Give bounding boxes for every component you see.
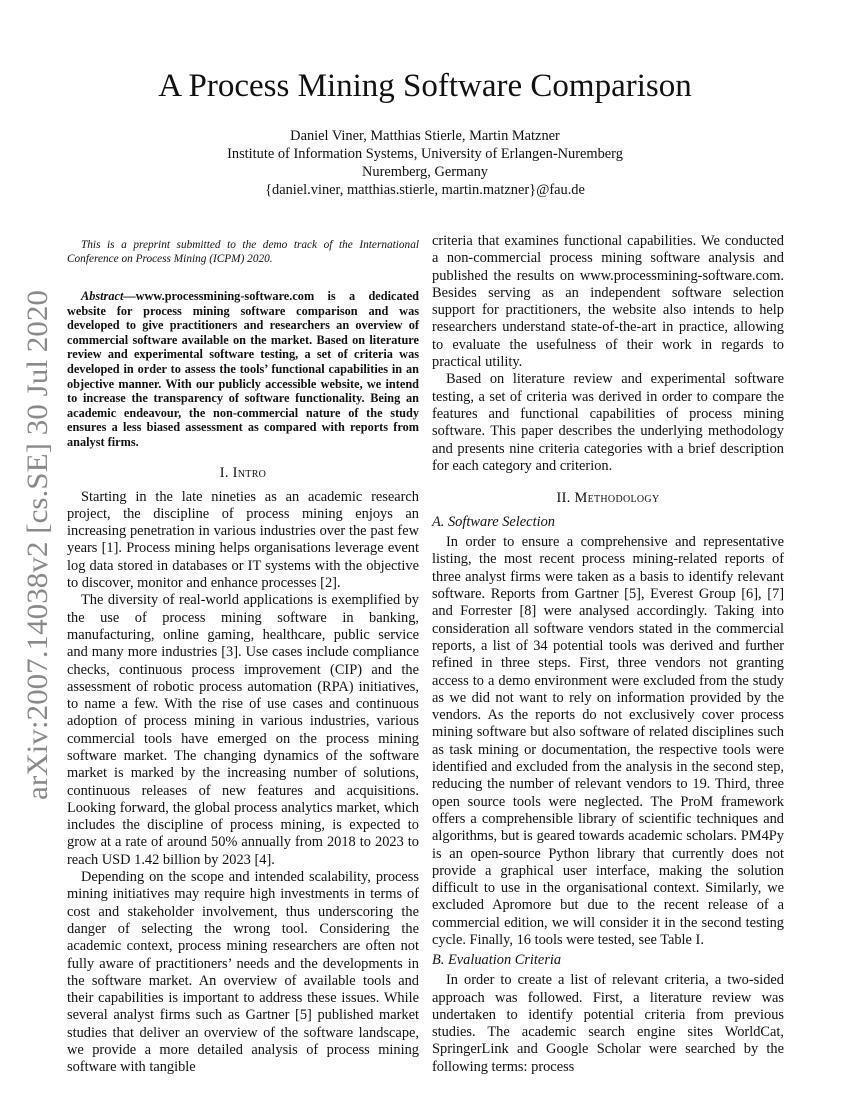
software-selection-paragraph: In order to ensure a comprehensive and representative listing, the most recent process mining-related reports of three analyst firms were taken as a basis to identify relevant software. Reports from Gartner [5], Everest Group [6], [7] and Forrester [8] were analysed accordingly. Taking into consideration all software vendors stated in the commercial reports, a list of 34 potential tools was derived and further refined in three steps. First, three vendors not granting access to a demo environment were excluded from the study as we did not want to rely on information provided by the vendors. As the reports do not exclusively cover process mining software but also software of related disciplines such as task mining or documentation, the respective tools were identified and excluded from the analysis in the second step, reducing the number of relevant vendors to 19. Third, three open source tools were neglected. The ProM framework offers a comprehensible library of scientific techniques and algorithms, but is geared towards academic scholars. PM4Py is an open-source Python library that currently does not provide a graphical user interface, making the solution difficult to use in the organisational context. Similarly, we excluded Apromore but due to the recent release of a commercial edition, we will consider it in the second testing cycle. Finally, 16 tools were tested, see Table I. [432, 534, 784, 948]
abstract-label: Abstract [81, 289, 124, 303]
paper-title: A Process Mining Software Comparison [158, 68, 692, 104]
section-heading-intro: I. Intro [219, 464, 267, 481]
abstract-text: —www.processmining-software.com is a dedicated website for process mining software comparison and was developed to give practitioners and researchers an overview of commercial software available on the market. Based on literature review and experimental software testing, a set of criteria was developed in order to assess the tools’ functional capabilities in an objective manner. With our publicly accessible website, we intend to increase the transparency of software functionality. Being an academic endeavour, the non-commercial nature of the study ensures a less biased assessment as compared with reports from analyst firms. [67, 289, 419, 449]
intro-paragraph-1: Starting in the late nineties as an academic research project, the discipline of process mining enjoys an increasing penetration in various industries over the past few years [1]. Process mining helps organisations leverage event log data stored in databases or IT systems with the objective to discover, monitor and enhance processes [2]. [67, 488, 419, 592]
author-block [0, 127, 850, 199]
intro-paragraph-3: Depending on the scope and intended scalability, process mining initiatives may require high investments in terms of cost and stakeholder involvement, thus underscoring the danger of selecting the wrong tool. Considering the academic context, process mining researchers are often not fully aware of practitioners’ needs and the developments in the software market. An overview of available tools and their capabilities is important to address these issues. While several analyst firms such as Gartner [5] published market studies that deliver an overview of the software landscape, we provide a more detailed analysis of process mining software with tangible [67, 869, 419, 1076]
arxiv-sidebar-stamp [4, 285, 64, 805]
evaluation-criteria-paragraph: In order to create a list of relevant criteria, a two-sided approach was followed. First, a literature review was undertaken to identify potential criteria from previous studies. The academic search engine sites WorldCat, SpringerLink and Google Scholar were searched by the following terms: process [432, 972, 784, 1075]
preprint-note: This is a preprint submitted to the demo track of the International Conference on Process Mining (ICPM) 2020. [67, 239, 419, 265]
arxiv-id-text: arXiv:2007.14038v2 [cs.SE] 30 Jul 2020 [21, 308, 54, 800]
intro-paragraph-continued: criteria that examines functional capabilities. We conducted a non-commercial process mining software analysis and published the results on www.processmining-software.com. Besides serving as an independent software selection support for practitioners, the website also intends to help researchers understand state-of-the-art in practice, allowing to evaluate the usefulness of their work in regards to practical utility. [432, 233, 784, 371]
section-heading-methodology: II. Methodology [556, 490, 660, 507]
subsection-heading-software-selection: A. Software Selection [432, 514, 555, 531]
left-column [67, 233, 419, 1077]
author-names: Daniel Viner, Matthias Stierle, Martin Matzner [290, 128, 560, 144]
author-location: Nuremberg, Germany [361, 164, 488, 180]
subsection-heading-evaluation-criteria: B. Evaluation Criteria [432, 952, 562, 969]
right-column [432, 233, 784, 1076]
abstract [67, 289, 419, 450]
author-emails: {daniel.viner, matthias.stierle, martin.matzner}@fau.de [265, 182, 585, 198]
intro-paragraph-2: The diversity of real-world applications is exemplified by the use of process mining software in banking, manufacturing, online gaming, healthcare, public service and many more industries [3]. Use cases include compliance checks, continuous process improvement (CIP) and the assessment of robotic process automation (RPA) initiatives, to name a few. With the rise of use cases and continuous adoption of process mining in various industries, various commercial tools have emerged on the process mining software market. The changing dynamics of the software market is marked by the increasing number of solutions, continuous releases of new features and acquisitions. Looking forward, the global process analytics market, which includes the discipline of process mining, is expected to grow at a rate of around 50% annually from 2018 to 2023 to reach USD 1.42 billion by 2023 [4]. [67, 592, 419, 868]
intro-paragraph-4: Based on literature review and experimental software testing, a set of criteria was derived in order to compare the features and functional capabilities of process mining software. This paper describes the underlying methodology and presents nine criteria categories with a brief description for each category and criterion. [432, 371, 784, 474]
author-affiliation: Institute of Information Systems, University of Erlangen-Nuremberg [227, 146, 623, 162]
